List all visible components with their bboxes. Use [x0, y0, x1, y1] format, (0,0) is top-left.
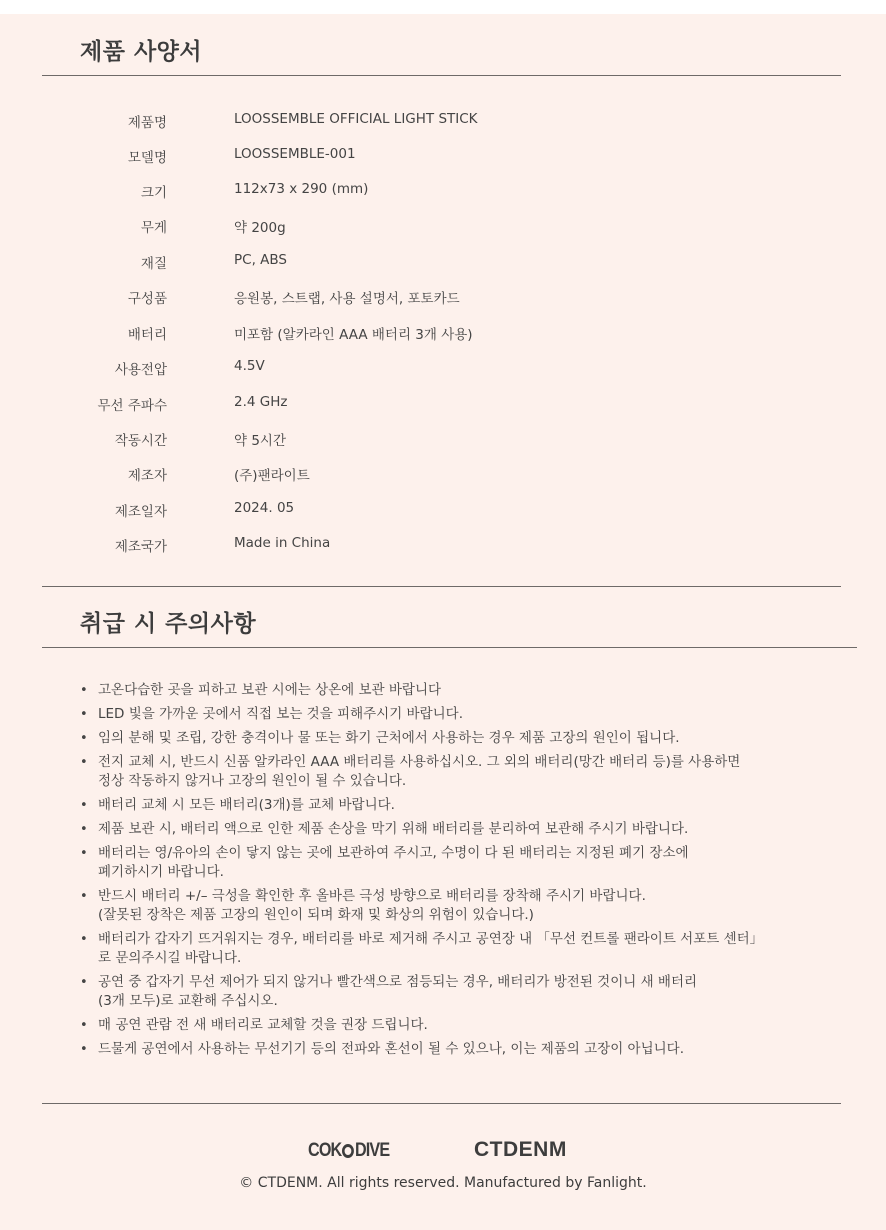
- cokedive-logo-text-a: COK: [308, 1140, 342, 1161]
- list-item: [80, 681, 780, 700]
- spec-row: [0, 252, 886, 287]
- spec-row: [0, 500, 886, 535]
- spec-label: 작동시간: [114, 433, 167, 449]
- bullet-icon: •: [80, 975, 88, 990]
- list-item: [80, 930, 780, 968]
- list-item: [80, 1040, 780, 1059]
- list-item: [80, 753, 780, 791]
- spec-value: 약 5시간: [234, 433, 287, 449]
- spec-row: [0, 146, 886, 181]
- list-item: [80, 820, 780, 839]
- spec-value: 4.5V: [234, 358, 265, 374]
- spec-label: 모델명: [127, 150, 167, 166]
- bullet-icon: •: [80, 798, 88, 813]
- spec-section-title: 제품 사양서: [80, 39, 203, 65]
- spec-value: 112x73 x 290 (mm): [234, 181, 369, 197]
- spec-title-divider: [42, 75, 841, 76]
- list-item-text: 제품 보관 시, 배터리 액으로 인한 제품 손상을 막기 위해 배터리를 분리하여 보관해 주시기 바랍니다.: [98, 821, 689, 837]
- spec-row: [0, 358, 886, 393]
- list-item-text: 공연 중 갑자기 무선 제어가 되지 않거나 빨간색으로 점등되는 경우, 배터리가 방전된 것이니 새 배터리 (3개 모두)로 교환해 주십시오.: [98, 974, 698, 1009]
- list-item-text: 고온다습한 곳을 피하고 보관 시에는 상온에 보관 바랍니다: [98, 682, 442, 698]
- list-item: [80, 705, 780, 724]
- list-item-text: 배터리 교체 시 모든 배터리(3개)를 교체 바랍니다.: [98, 797, 395, 813]
- spec-label: 무선 주파수: [97, 398, 167, 414]
- spec-row: [0, 111, 886, 146]
- spec-row: [0, 464, 886, 499]
- spec-value: 2024. 05: [234, 500, 295, 516]
- spec-row: [0, 535, 886, 570]
- spec-row: [0, 394, 886, 429]
- spec-row: [0, 287, 886, 322]
- spec-label: 크기: [140, 185, 167, 201]
- spec-row: [0, 429, 886, 464]
- spec-label: 제품명: [127, 115, 167, 131]
- ctdenm-logo: CTDENM: [474, 1138, 567, 1161]
- list-item-text: 반드시 배터리 +/– 극성을 확인한 후 올바른 극성 방향으로 배터리를 장착해 주시기 바랍니다. (잘못된 장착은 제품 고장의 원인이 되며 화재 및 화상의 위험이 있습니다.): [98, 888, 646, 923]
- bullet-icon: •: [80, 932, 88, 947]
- bullet-icon: •: [80, 1018, 88, 1033]
- spec-row: [0, 181, 886, 216]
- caution-title-divider: [42, 647, 857, 648]
- bullet-icon: •: [80, 889, 88, 904]
- list-item: [80, 796, 780, 815]
- bullet-icon: •: [80, 1042, 88, 1057]
- list-item: [80, 844, 780, 882]
- spec-label: 제조일자: [114, 504, 167, 520]
- bullet-icon: •: [80, 822, 88, 837]
- list-item-text: 임의 분해 및 조립, 강한 충격이나 물 또는 화기 근처에서 사용하는 경우 제품 고장의 원인이 됩니다.: [98, 730, 680, 746]
- spec-value: PC, ABS: [234, 252, 287, 268]
- spec-value: 2.4 GHz: [234, 394, 288, 410]
- list-item-text: LED 빛을 가까운 곳에서 직접 보는 것을 피해주시기 바랍니다.: [98, 706, 464, 722]
- list-item-text: 드물게 공연에서 사용하는 무선기기 등의 전파와 혼선이 될 수 있으나, 이는 제품의 고장이 아닙니다.: [98, 1041, 685, 1057]
- footer-divider: [42, 1103, 841, 1104]
- spec-value: 응원봉, 스트랩, 사용 설명서, 포토카드: [234, 291, 460, 307]
- bullet-icon: •: [80, 683, 88, 698]
- bullet-icon: •: [80, 707, 88, 722]
- list-item: [80, 887, 780, 925]
- spec-value: (주)팬라이트: [234, 468, 310, 484]
- spec-label: 제조자: [127, 468, 167, 484]
- spec-value: 미포함 (알카라인 AAA 배터리 3개 사용): [234, 327, 473, 343]
- cokedive-logo: [308, 1140, 389, 1162]
- top-margin-strip: [0, 0, 886, 14]
- list-item: [80, 973, 780, 1011]
- spec-label: 제조국가: [114, 539, 167, 555]
- list-item-text: 전지 교체 시, 반드시 신품 알카라인 AAA 배터리를 사용하십시오. 그 외의 배터리(망간 배터리 등)를 사용하면 정상 작동하지 않거나 고장의 원인이 될 수 있습니다.: [98, 754, 741, 789]
- list-item-text: 배터리가 갑자기 뜨거워지는 경우, 배터리를 바로 제거해 주시고 공연장 내 「무선 컨트롤 팬라이트 서포트 센터」 로 문의주시길 바랍니다.: [98, 931, 764, 966]
- spec-row: [0, 216, 886, 251]
- spec-value: LOOSSEMBLE-001: [234, 146, 356, 162]
- spec-value: LOOSSEMBLE OFFICIAL LIGHT STICK: [234, 111, 478, 127]
- spec-row: [0, 323, 886, 358]
- list-item: [80, 729, 780, 748]
- cokedive-logo-text-b: DIVE: [354, 1140, 390, 1161]
- ring-icon: [342, 1144, 354, 1158]
- spec-value: 약 200g: [234, 220, 286, 236]
- caution-list: [80, 681, 780, 1064]
- bullet-icon: •: [80, 755, 88, 770]
- spec-section-divider: [42, 586, 841, 587]
- spec-label: 구성품: [127, 291, 167, 307]
- spec-value: Made in China: [234, 535, 331, 551]
- spec-label: 무게: [140, 220, 167, 236]
- list-item-text: 매 공연 관람 전 새 배터리로 교체할 것을 권장 드립니다.: [98, 1017, 428, 1033]
- copyright-text: © CTDENM. All rights reserved. Manufactured by Fanlight.: [239, 1175, 647, 1191]
- bullet-icon: •: [80, 731, 88, 746]
- list-item-text: 배터리는 영/유아의 손이 닿지 않는 곳에 보관하여 주시고, 수명이 다 된 배터리는 지정된 폐기 장소에 폐기하시기 바랍니다.: [98, 845, 689, 880]
- spec-label: 재질: [140, 256, 167, 272]
- footer-logos: [0, 1138, 886, 1168]
- spec-label: 사용전압: [114, 362, 167, 378]
- caution-section-title: 취급 시 주의사항: [80, 611, 257, 637]
- bullet-icon: •: [80, 846, 88, 861]
- spec-label: 배터리: [127, 327, 167, 343]
- list-item: [80, 1016, 780, 1035]
